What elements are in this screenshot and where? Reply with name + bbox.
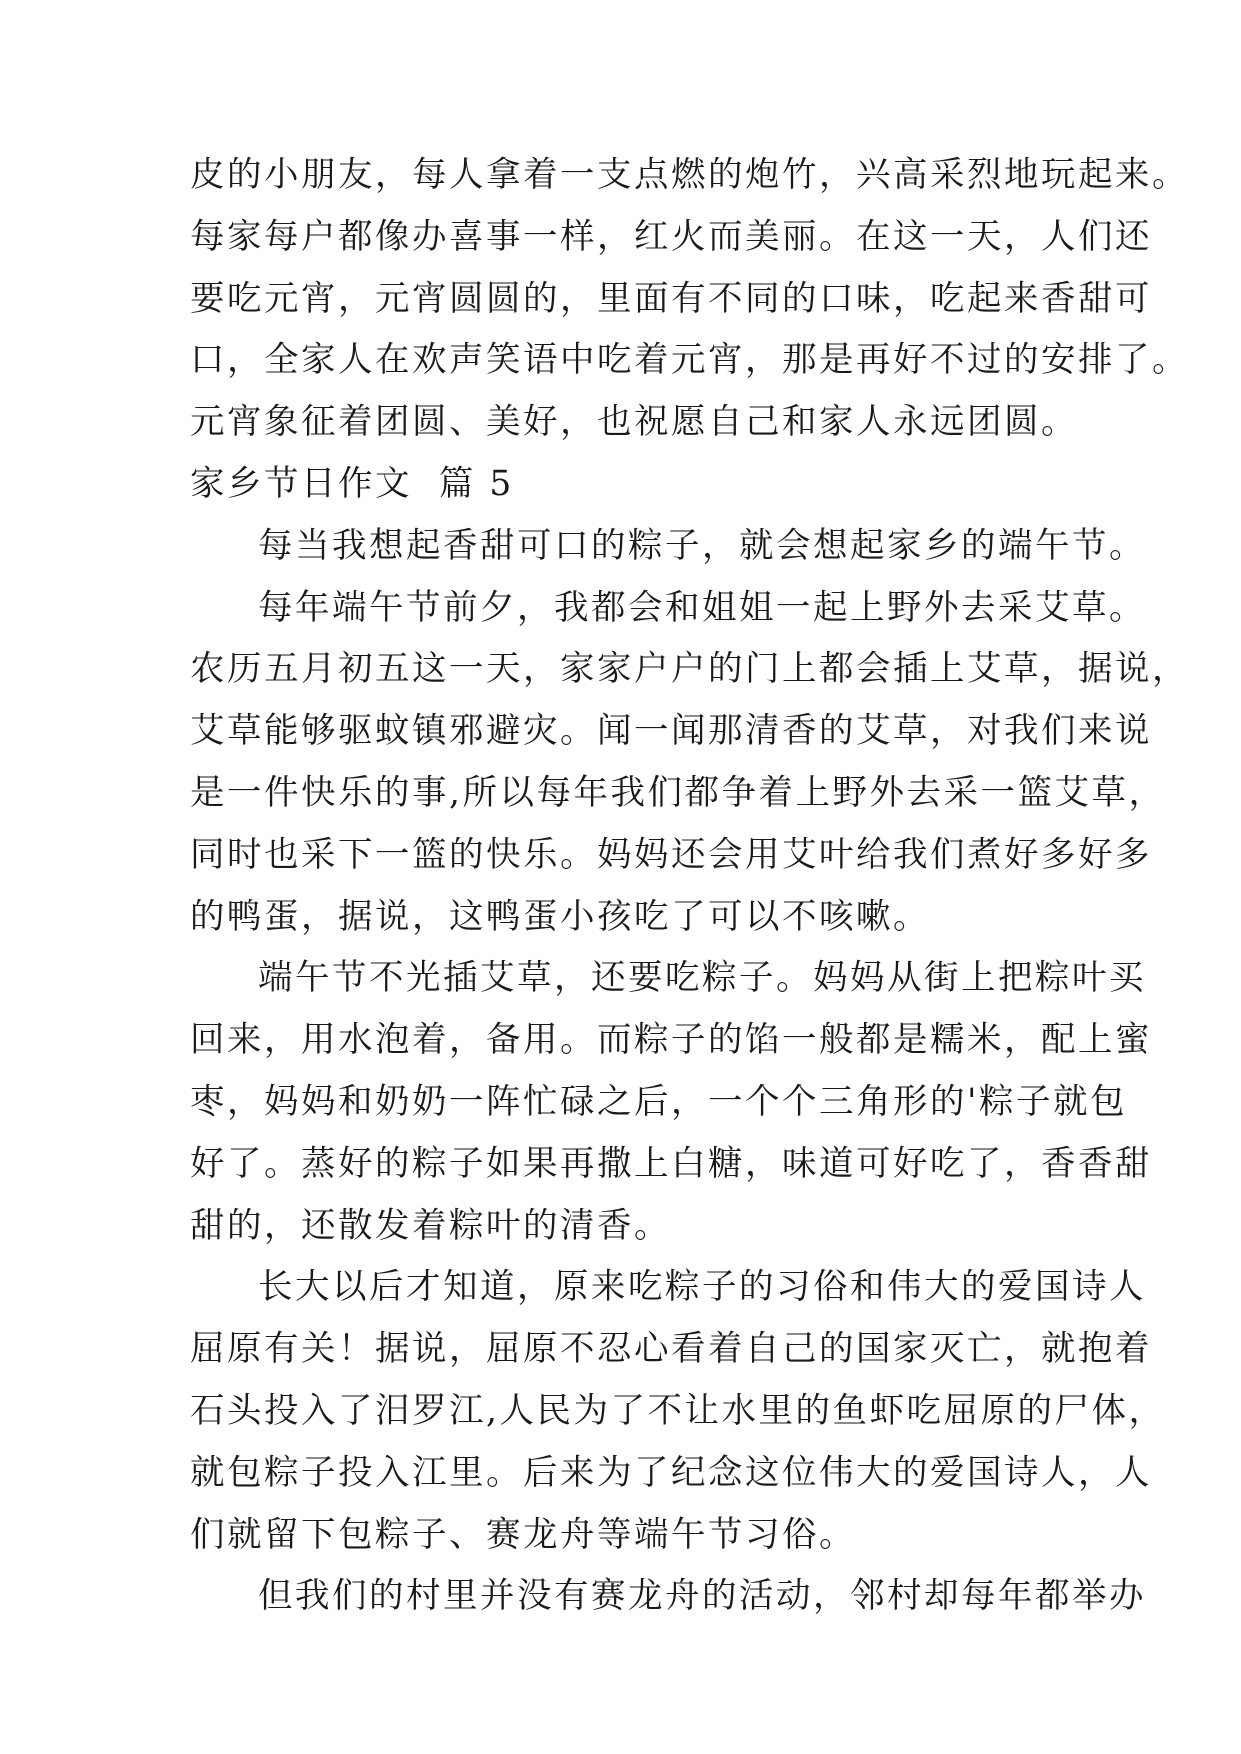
text-line: 好了。蒸好的粽子如果再撒上白糖，味道可好吃了，香香甜 (190, 1143, 1152, 1184)
text-line: 每家每户都像办喜事一样，红火而美丽。在这一天，人们还 (190, 216, 1152, 257)
paragraph-first-line: 但我们的村里并没有赛龙舟的活动，邻村却每年都举办 (258, 1576, 1146, 1617)
paragraph-first-line: 每年端午节前夕，我都会和姐姐一起上野外去采艾草。 (258, 587, 1146, 628)
text-line: 同时也采下一篮的快乐。妈妈还会用艾叶给我们煮好多好多 (190, 834, 1152, 875)
text-line: 要吃元宵，元宵圆圆的，里面有不同的口味，吃起来香甜可 (190, 278, 1152, 319)
text-line: 元宵象征着团圆、美好，也祝愿自己和家人永远团圆。 (190, 402, 1078, 443)
text-line: 甜的，还散发着粽叶的清香。 (190, 1205, 671, 1246)
text-line: 回来，用水泡着，备用。而粽子的馅一般都是糯米，配上蜜 (190, 1020, 1152, 1061)
text-line: 皮的小朋友，每人拿着一支点燃的炮竹，兴高采烈地玩起来。 (190, 155, 1189, 195)
text-line: 枣，妈妈和奶奶一阵忙碌之后，一个个三角形的'粽子就包 (190, 1081, 1127, 1122)
section-heading: 家乡节日作文 篇 5 (190, 463, 514, 504)
text-line: 就包粽子投入江里。后来为了纪念这位伟大的爱国诗人，人 (190, 1452, 1152, 1493)
text-line: 石头投入了汨罗江,人民为了不让水里的鱼虾吃屈原的尸体， (190, 1390, 1166, 1431)
text-line: 是一件快乐的事,所以每年我们都争着上野外去采一篮艾草， (190, 772, 1166, 813)
paragraph-first-line: 每当我想起香甜可口的粽子，就会想起家乡的端午节。 (258, 525, 1146, 566)
paragraph-first-line: 端午节不光插艾草，还要吃粽子。妈妈从街上把粽叶买 (258, 958, 1146, 999)
text-line: 们就留下包粽子、赛龙舟等端午节习俗。 (190, 1514, 856, 1555)
essay-body (190, 145, 1189, 1628)
text-line: 艾草能够驱蚊镇邪避灾。闻一闻那清香的艾草，对我们来说 (190, 711, 1152, 752)
text-line: 屈原有关！据说，屈原不忍心看着自己的国家灭亡，就抱着 (190, 1329, 1152, 1370)
paragraph-first-line: 长大以后才知道，原来吃粽子的习俗和伟大的爱国诗人 (258, 1267, 1146, 1308)
text-line: 口，全家人在欢声笑语中吃着元宵，那是再好不过的安排了。 (190, 340, 1189, 381)
text-line: 的鸭蛋，据说，这鸭蛋小孩吃了可以不咳嗽。 (190, 896, 930, 937)
text-line: 农历五月初五这一天，家家户户的门上都会插上艾草，据说， (190, 649, 1189, 690)
